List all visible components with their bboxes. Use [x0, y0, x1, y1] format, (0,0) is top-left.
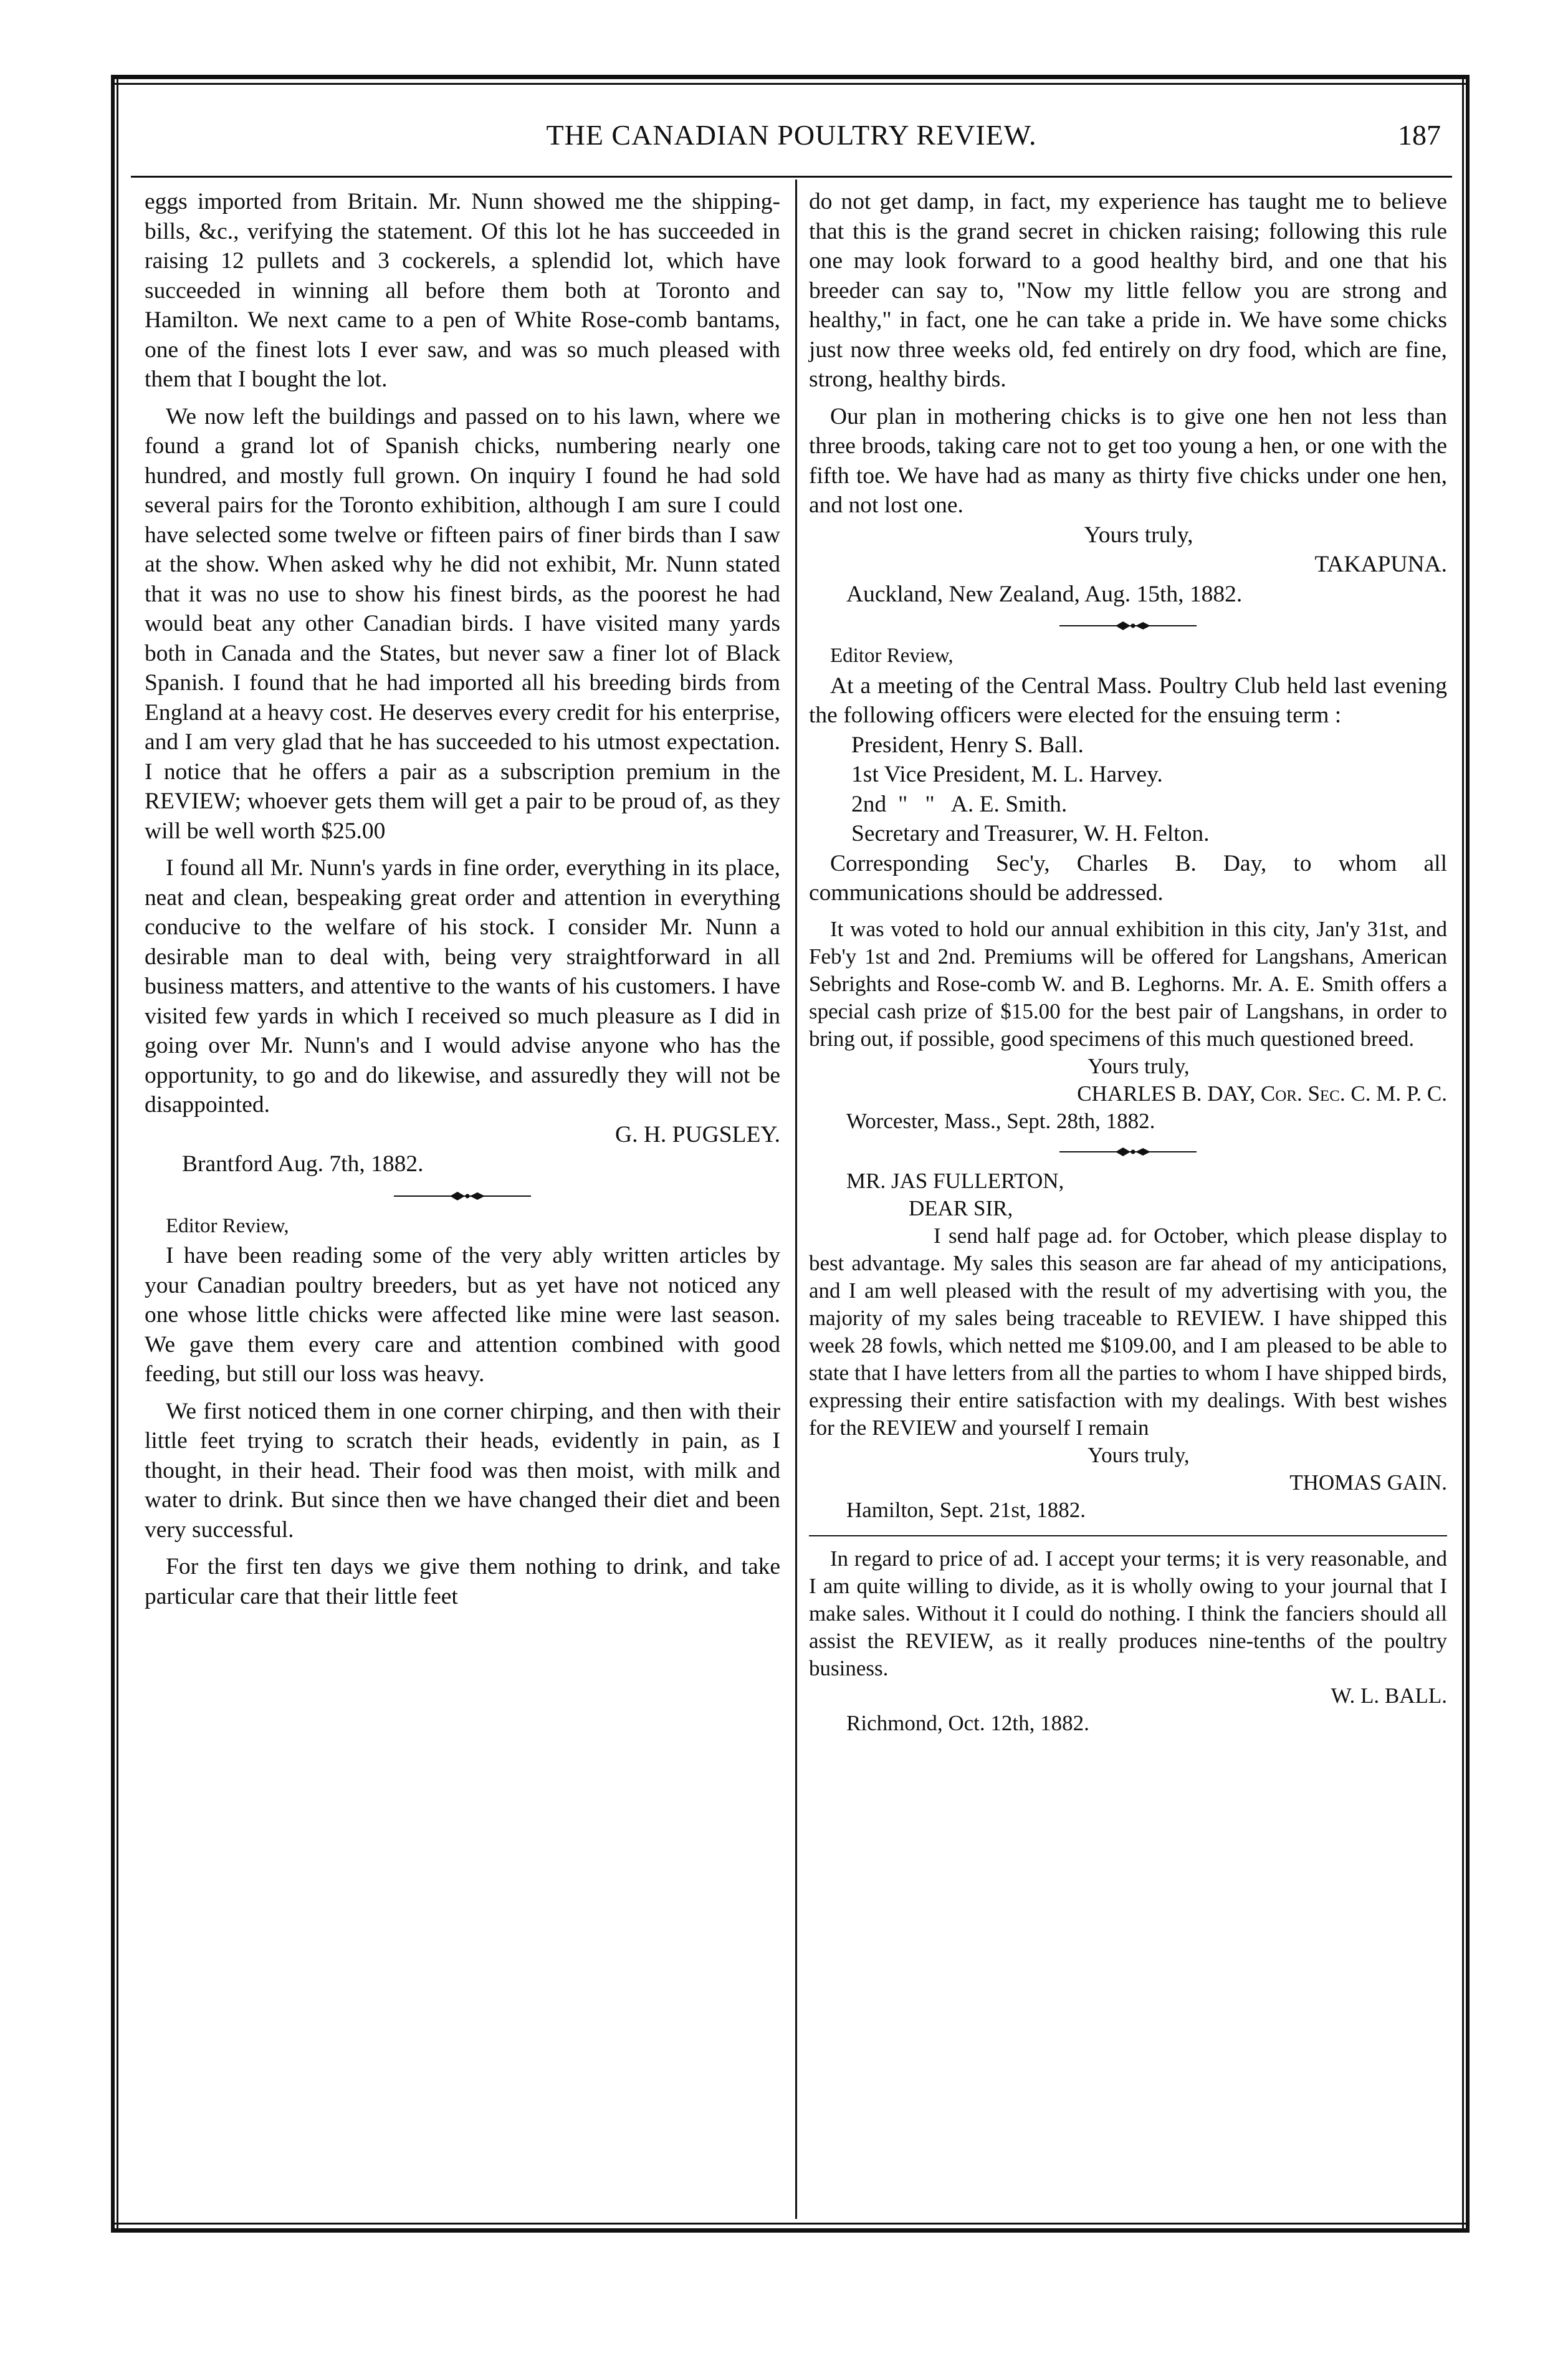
page-header: [131, 118, 1452, 162]
signature: W. L. BALL.: [1331, 1683, 1447, 1708]
closing: Yours truly,: [1088, 1442, 1190, 1467]
article-paragraph: At a meeting of the Central Mass. Poultry Club held last evening the following officers were elected for the ensuing term :: [809, 673, 1447, 728]
right-column: [809, 187, 1447, 1737]
bottom-border-rule: [111, 2223, 1470, 2233]
article-paragraph: Our plan in mothering chicks is to give one hen not less than three broods, taking care not to get too young a hen, or one with the fifth toe. We have had as many as thirty five chicks under one hen, and not lost one.: [809, 403, 1447, 518]
salutation: Editor Review,: [166, 1214, 289, 1237]
article-paragraph: It was voted to hold our annual exhibition in this city, Jan'y 31st, and Feb'y 1st and 2nd. Premiums will be offered for Langshans, American Sebrights and Rose-comb W. and B. Leghorns. Mr. A. E. Smith offers a special cash prize of $15.00 for the best pair of Langshans, in order to bring out, if possible, good specimens of this much questioned breed.: [809, 916, 1447, 1051]
article-paragraph: do not get damp, in fact, my experience has taught me to believe that this is the grand secret in chicken raising; following this rule one may look forward to a good healthy bird, and one that his breeder can say to, "Now my little fellow you are strong and healthy," in fact, one he can take a pride in. We have some chicks just now three weeks old, fed entirely on dry food, which are fine, strong, healthy birds.: [809, 189, 1447, 392]
officer-line: Secretary and Treasurer, W. H. Felton.: [851, 821, 1210, 846]
dateline: Hamilton, Sept. 21st, 1882.: [846, 1497, 1086, 1522]
dateline: Brantford Aug. 7th, 1882.: [182, 1151, 424, 1177]
top-border-rule: [111, 75, 1470, 85]
dateline: Worcester, Mass., Sept. 28th, 1882.: [846, 1108, 1155, 1133]
officer-line: 1st Vice President, M. L. Harvey.: [851, 762, 1163, 787]
officer-line: Corresponding Sec'y, Charles B. Day, to whom all communications should be addressed.: [809, 850, 1447, 906]
signature: CHARLES B. DAY, Cor. Sec. C. M. P. C.: [1077, 1081, 1447, 1106]
addressee: MR. JAS FULLERTON,: [846, 1168, 1064, 1193]
article-paragraph: For the first ten days we give them nothing to drink, and take particular care that their little feet: [145, 1554, 780, 1609]
section-ornament: [1047, 1145, 1209, 1159]
right-border-rule: [1462, 75, 1470, 2233]
section-ornament: [381, 1189, 543, 1203]
article-paragraph: I have been reading some of the very ably written articles by your Canadian poultry breeders, but as yet have not noticed any one whose little chicks were affected like mine were last season. We gave them every care and attention combined with good feeding, but still our loss was heavy.: [145, 1243, 780, 1387]
article-paragraph: eggs imported from Britain. Mr. Nunn showed me the shipping-bills, &c., verifying the statement. Of this lot he has succeeded in raising 12 pullets and 3 cockerels, a splendid lot, which have succeeded in winning all before them both at Toronto and Hamilton. We next came to a pen of White Rose-comb bantams, one of the finest lots I ever saw, and was so much pleased with them that I bought the lot.: [145, 189, 780, 392]
column-divider: [795, 180, 797, 2219]
article-paragraph: We now left the buildings and passed on to his lawn, where we found a grand lot of Spanish chicks, numbering nearly one hundred, and mostly full grown. On inquiry I found he had sold several pairs for the Toronto exhibition, although I am sure I could have selected some twelve or fifteen pairs of finer birds than I saw at the show. When asked why he did not exhibit, Mr. Nunn stated that it was no use to show his finest birds, as the poorest he had would beat any other Canadian birds. I have visited many yards both in Canada and the States, but never saw a finer lot of Black Spanish. I found that he had imported all his breeding birds from England at a heavy cost. He deserves every credit for his enterprise, and I am very glad that he has succeeded to his utmost expectation. I notice that he offers a pair as a subscription premium in the REVIEW; whoever gets them will get a pair to be proud of, as they will be well worth $25.00: [145, 403, 780, 844]
running-title: THE CANADIAN POULTRY REVIEW.: [546, 119, 1037, 151]
salutation: Editor Review,: [830, 644, 954, 667]
postscript-separator: [809, 1535, 1447, 1536]
salutation: DEAR SIR,: [909, 1195, 1013, 1220]
article-paragraph: We first noticed them in one corner chirping, and then with their little feet trying to scratch their heads, evidently in pain, as I thought, in their head. Their food was then moist, with milk and water to drink. But since then we have changed their diet and been very successful.: [145, 1398, 780, 1543]
header-rule: [131, 176, 1452, 178]
page-number: 187: [1398, 119, 1441, 151]
left-column: [145, 187, 780, 1611]
dateline: Auckland, New Zealand, Aug. 15th, 1882.: [846, 581, 1243, 607]
section-ornament: [1047, 619, 1209, 633]
signature: G. H. PUGSLEY.: [615, 1121, 780, 1147]
dateline: Richmond, Oct. 12th, 1882.: [846, 1710, 1089, 1735]
signature: THOMAS GAIN.: [1289, 1470, 1447, 1495]
officer-line: President, Henry S. Ball.: [851, 732, 1084, 758]
article-paragraph: I found all Mr. Nunn's yards in fine order, everything in its place, neat and clean, bespeaking great order and attention in everything conducive to the welfare of his stock. I consider Mr. Nunn a desirable man to deal with, being very straightforward in all business matters, and attentive to the wants of his customers. I have visited few yards in which I received so much pleasure as I did in going over Mr. Nunn's and I would advise anyone who has the opportunity, to go and do likewise, and assuredly they will not be disappointed.: [145, 855, 780, 1118]
article-paragraph: In regard to price of ad. I accept your terms; it is very reasonable, and I am quite willing to divide, as it is wholly owing to your journal that I make sales. Without it I could do nothing. I think the fanciers should all assist the REVIEW, as it really produces nine-tenths of the poultry business.: [809, 1546, 1447, 1680]
officer-line: 2nd " " A. E. Smith.: [851, 791, 1068, 817]
closing: Yours truly,: [1084, 522, 1193, 548]
signature: TAKAPUNA.: [1314, 552, 1447, 577]
left-border-rule: [111, 75, 118, 2233]
closing: Yours truly,: [1088, 1053, 1190, 1078]
article-paragraph: I send half page ad. for October, which please display to best advantage. My sales this season are far ahead of my anticipations, and I am well pleased with the result of my advertising with you, the majority of my sales being traceable to REVIEW. I have shipped this week 28 fowls, which netted me $109.00, and I am pleased to be able to state that I have letters from all the parties to whom I have shipped birds, expressing their entire satisfaction with my dealings. With best wishes for the REVIEW and yourself I remain: [809, 1223, 1447, 1440]
